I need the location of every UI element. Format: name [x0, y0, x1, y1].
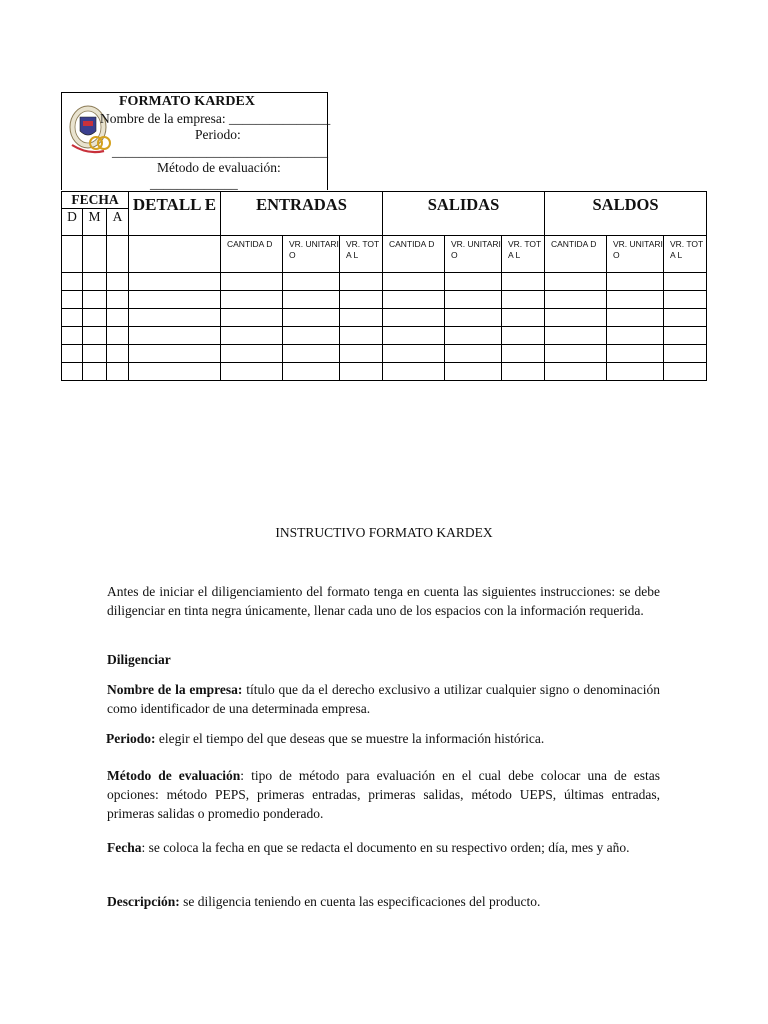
detalle-header: DETALL E	[129, 192, 221, 236]
table-row	[62, 363, 707, 381]
entradas-header: ENTRADAS	[221, 192, 383, 236]
table-cell	[283, 363, 340, 381]
format-title: FORMATO KARDEX	[119, 94, 255, 109]
saldos-vr-unitario-header: VR. UNITARI O	[607, 236, 664, 273]
table-cell	[129, 363, 221, 381]
fecha-header: FECHA	[62, 192, 129, 209]
table-cell	[664, 363, 707, 381]
table-row	[62, 327, 707, 345]
table-cell	[283, 291, 340, 309]
table-cell	[221, 327, 283, 345]
salidas-vr-unitario-header: VR. UNITARI O	[445, 236, 502, 273]
salidas-cantidad-header: CANTIDA D	[383, 236, 445, 273]
table-cell	[445, 291, 502, 309]
table-cell	[383, 345, 445, 363]
table-cell	[62, 309, 83, 327]
table-cell	[607, 327, 664, 345]
day-header: D	[62, 209, 83, 236]
table-cell	[107, 309, 129, 327]
table-cell	[83, 345, 107, 363]
kardex-table	[61, 191, 707, 381]
table-cell	[62, 327, 83, 345]
table-cell	[129, 327, 221, 345]
empresa-term: Nombre de la empresa:	[107, 682, 243, 697]
table-cell	[607, 273, 664, 291]
table-cell	[340, 327, 383, 345]
table-cell	[340, 309, 383, 327]
table-cell	[107, 363, 129, 381]
table-cell	[383, 363, 445, 381]
table-cell	[607, 363, 664, 381]
period-label: Periodo:	[195, 127, 241, 142]
table-cell	[502, 327, 545, 345]
table-row	[62, 291, 707, 309]
table-cell	[340, 345, 383, 363]
table-cell	[502, 309, 545, 327]
empresa-text: título que da el derecho exclusivo a utilizar cualquier signo o denominación como identificador de una determinada empresa.	[107, 682, 661, 716]
table-cell	[383, 291, 445, 309]
table-cell	[502, 363, 545, 381]
table-cell	[502, 273, 545, 291]
table-cell	[62, 291, 83, 309]
table-cell	[545, 273, 607, 291]
table-cell	[83, 309, 107, 327]
fecha-m-cell	[83, 236, 107, 273]
period-blank: ________________________________	[112, 144, 328, 159]
table-cell	[283, 309, 340, 327]
salidas-vr-total-header: VR. TOTA L	[502, 236, 545, 273]
method-blank: _____________	[150, 176, 238, 191]
table-cell	[221, 363, 283, 381]
table-cell	[383, 309, 445, 327]
metodo-paragraph	[107, 766, 660, 823]
table-cell	[62, 345, 83, 363]
table-cell	[340, 291, 383, 309]
table-cell	[83, 363, 107, 381]
descripcion-term: Descripción:	[107, 894, 180, 909]
diligenciar-heading	[107, 650, 660, 669]
table-body	[62, 273, 707, 381]
month-header: M	[83, 209, 107, 236]
fecha-term: Fecha	[107, 840, 142, 855]
detalle-cell	[129, 236, 221, 273]
table-cell	[445, 309, 502, 327]
table-cell	[83, 291, 107, 309]
table-cell	[545, 363, 607, 381]
table-cell	[664, 327, 707, 345]
saldos-cantidad-header: CANTIDA D	[545, 236, 607, 273]
table-row	[62, 273, 707, 291]
fecha-d-cell	[62, 236, 83, 273]
table-cell	[221, 345, 283, 363]
table-cell	[445, 327, 502, 345]
entradas-vr-unitario-header: VR. UNITARI O	[283, 236, 340, 273]
table-cell	[383, 327, 445, 345]
table-cell	[340, 363, 383, 381]
table-cell	[545, 291, 607, 309]
table-cell	[62, 273, 83, 291]
instructions-title: INSTRUCTIVO FORMATO KARDEX	[275, 525, 493, 540]
table-cell	[62, 363, 83, 381]
table-cell	[383, 273, 445, 291]
intro-paragraph: Antes de iniciar el diligenciamiento del formato tenga en cuenta las siguientes instrucciones: se debe diligenciar en tinta negra únicamente, llenar cada uno de los espacios con la información requerida.	[107, 584, 660, 618]
table-cell	[664, 291, 707, 309]
table-cell	[283, 345, 340, 363]
table-cell	[607, 291, 664, 309]
table-cell	[545, 309, 607, 327]
fecha-paragraph	[107, 838, 660, 857]
table-cell	[107, 273, 129, 291]
table-cell	[83, 273, 107, 291]
company-name-field: Nombre de la empresa: _______________	[100, 111, 331, 126]
periodo-term: Periodo:	[106, 731, 156, 746]
periodo-text: elegir el tiempo del que deseas que se muestre la información histórica.	[155, 731, 545, 746]
table-cell	[445, 363, 502, 381]
table-cell	[107, 345, 129, 363]
metodo-text: : tipo de método para evaluación en el cual debe colocar una de estas opciones: método PEPS, primeras entradas, primeras salidas, método UEPS, últimas entradas, primeras salidas o promedio ponderado.	[107, 768, 660, 821]
table-cell	[664, 309, 707, 327]
table-cell	[545, 327, 607, 345]
entradas-cantidad-header: CANTIDA D	[221, 236, 283, 273]
table-cell	[221, 291, 283, 309]
table-cell	[129, 291, 221, 309]
saldos-vr-total-header: VR. TOTA L	[664, 236, 707, 273]
table-cell	[340, 273, 383, 291]
table-cell	[283, 273, 340, 291]
year-header: A	[107, 209, 129, 236]
table-cell	[221, 309, 283, 327]
table-cell	[664, 345, 707, 363]
table-cell	[129, 273, 221, 291]
descripcion-text: se diligencia teniendo en cuenta las especificaciones del producto.	[179, 894, 541, 909]
periodo-paragraph	[106, 729, 659, 748]
table-row	[62, 345, 707, 363]
empresa-paragraph	[107, 680, 660, 718]
table-cell	[502, 345, 545, 363]
saldos-header: SALDOS	[545, 192, 707, 236]
metodo-term: Método de evaluación	[107, 768, 241, 783]
table-cell	[129, 309, 221, 327]
table-cell	[607, 309, 664, 327]
table-cell	[502, 291, 545, 309]
table-cell	[445, 273, 502, 291]
table-cell	[545, 345, 607, 363]
table-cell	[221, 273, 283, 291]
table-cell	[83, 327, 107, 345]
kardex-header-box	[61, 92, 331, 191]
fecha-text: : se coloca la fecha en que se redacta el documento en su respectivo orden; día, mes y año.	[141, 840, 630, 855]
table-cell	[129, 345, 221, 363]
table-cell	[445, 345, 502, 363]
method-label: Método de evaluación:	[157, 160, 281, 175]
table-cell	[607, 345, 664, 363]
descripcion-paragraph	[107, 892, 660, 911]
table-row	[62, 309, 707, 327]
table-cell	[107, 291, 129, 309]
salidas-header: SALIDAS	[383, 192, 545, 236]
table-cell	[283, 327, 340, 345]
table-cell	[664, 273, 707, 291]
table-cell	[107, 327, 129, 345]
diligenciar-label: Diligenciar	[107, 652, 171, 667]
fecha-a-cell	[107, 236, 129, 273]
entradas-vr-total-header: VR. TOTA L	[340, 236, 383, 273]
